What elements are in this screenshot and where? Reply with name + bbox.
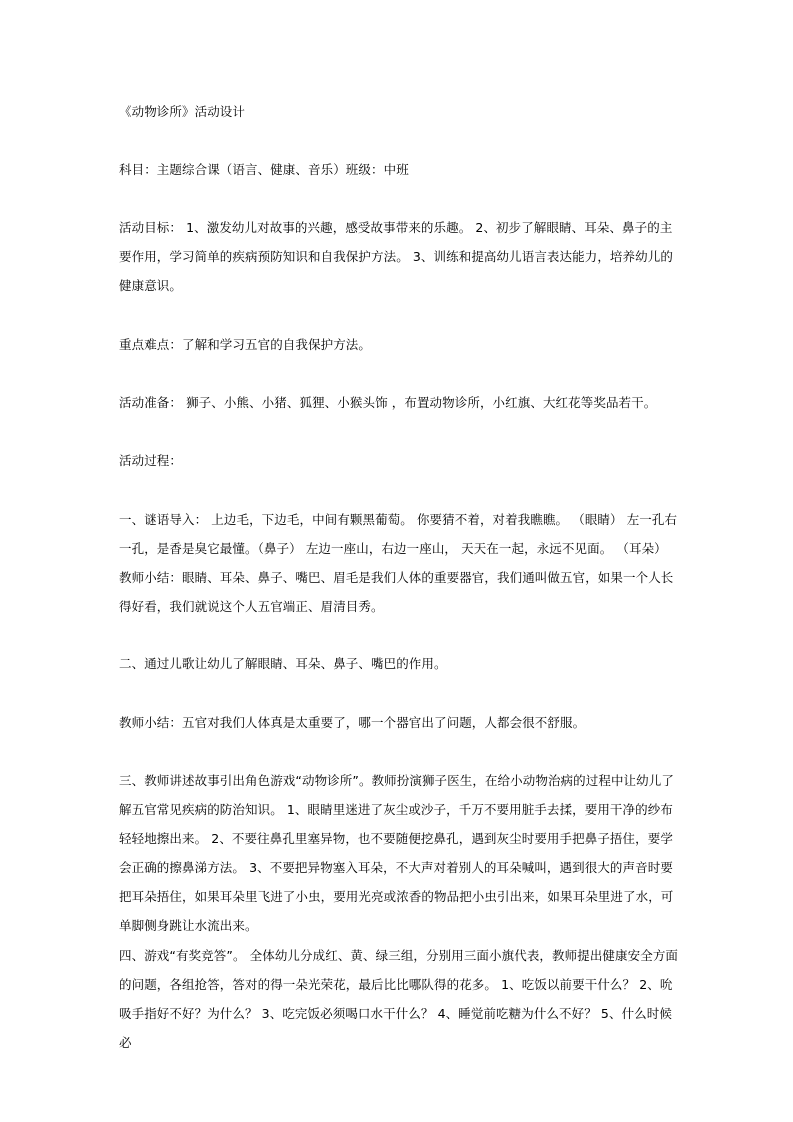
step-4-quiz-game: 四、游戏“有奖竞答”。 全体幼儿分成红、黄、绿三组，分别用三面小旗代表，教师提出健康安全方面的问题，各组抢答，答对的得一朵光荣花，最后比比哪队得的花多。 1、吃饭以前要干什么？ 2、吮吸手指好不好？为什么？ 3、吃完饭必须喝口水干什么？ 4、睡觉前吃糖为什么不好？ 5、什么时候必	[119, 948, 679, 1050]
activity-goals: 活动目标： 1、激发幼儿对故事的兴趣，感受故事带来的乐趣。 2、初步了解眼睛、耳朵、鼻子的主要作用，学习简单的疾病预防知识和自我保护方法。 3、训练和提高幼儿语言表达能力，培养幼儿的健康意识。	[119, 220, 673, 293]
document-title: 《动物诊所》活动设计	[119, 104, 246, 119]
step-1-riddles: 一、谜语导入： 上边毛，下边毛，中间有颗黑葡萄。 你要猜不着，对着我瞧瞧。 （眼睛） 左一孔右一孔，是香是臭它最懂。（鼻子） 左边一座山，右边一座山， 天天在一起，永远不见面。 （耳朵） 教师小结：眼睛、耳朵、鼻子、嘴巴、眉毛是我们人体的重要器官，我们通叫做五官，如果一个人长得好看，我们就说这个人五官端正、眉清目秀。	[119, 512, 678, 614]
process-heading: 活动过程：	[119, 453, 183, 468]
step-2-nursery-rhyme: 二、通过儿歌让幼儿了解眼睛、耳朵、鼻子、嘴巴的作用。	[119, 656, 447, 671]
key-points: 重点难点：了解和学习五官的自我保护方法。	[119, 337, 372, 352]
subject-line: 科目：主题综合课（语言、健康、音乐）班级：中班	[119, 162, 409, 177]
teacher-summary: 教师小结：五官对我们人体真是太重要了，哪一个器官出了问题，人都会很不舒服。	[119, 715, 586, 730]
activity-preparation: 活动准备： 狮子、小熊、小猪、狐狸、小猴头饰 ，布置动物诊所，小红旗、大红花等奖品若干。	[119, 395, 657, 410]
step-3-story-game: 三、教师讲述故事引出角色游戏“动物诊所”。教师扮演狮子医生，在给小动物治病的过程中让幼儿了解五官常见疾病的防治知识。 1、眼睛里迷进了灰尘或沙子，千万不要用脏手去揉，要用干净的纱布轻轻地擦出来。 2、不要往鼻孔里塞异物，也不要随便挖鼻孔，遇到灰尘时要用手把鼻子捂住，要学会正确的擦鼻涕方法。 3、不要把异物塞入耳朵，不大声对着别人的耳朵喊叫，遇到很大的声音时要把耳朵捂住，如果耳朵里飞进了小虫，要用光亮或浓香的物品把小虫引出来，如果耳朵里进了水，可单脚侧身跳让水流出来。	[119, 773, 674, 933]
